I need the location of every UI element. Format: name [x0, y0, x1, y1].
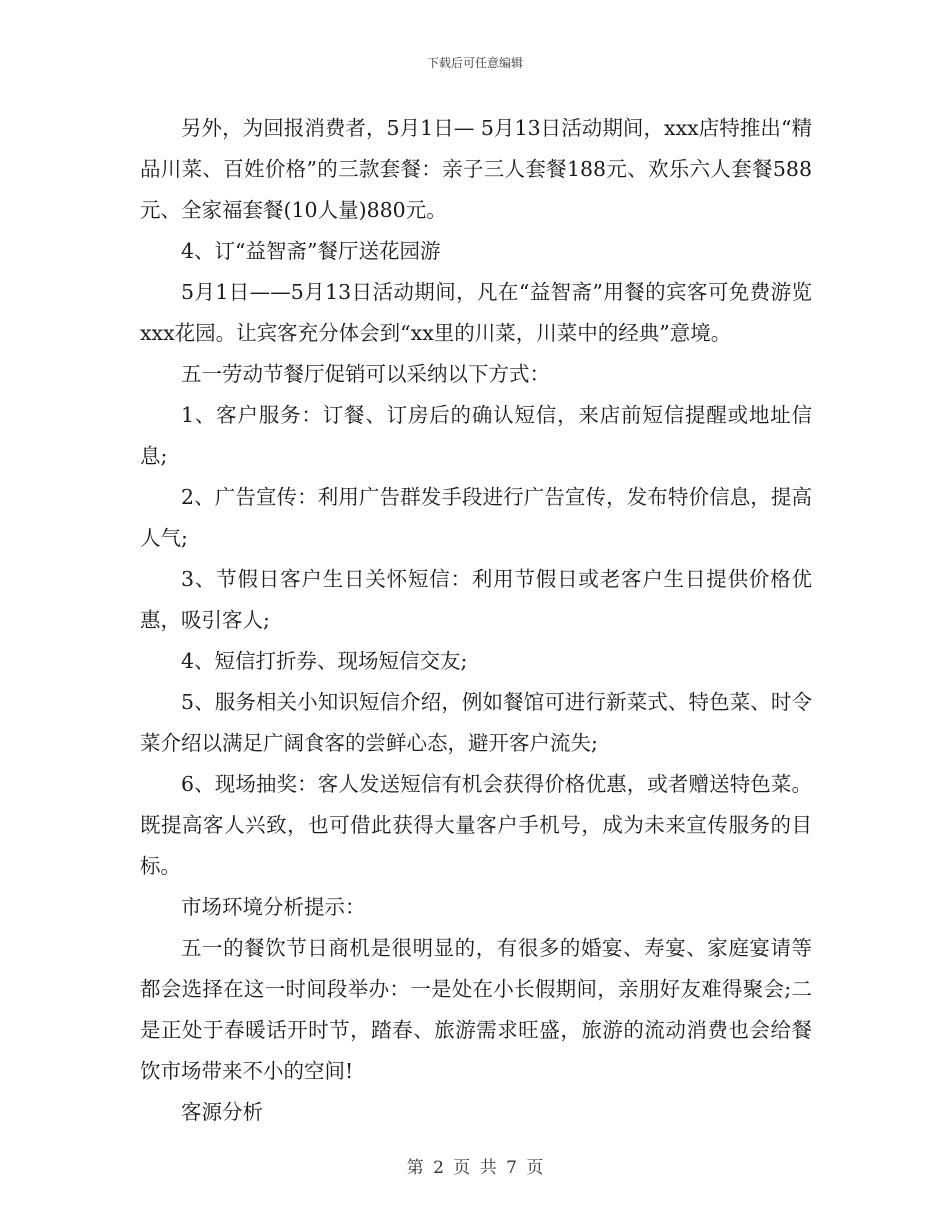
footer-total-pages: 7	[506, 1158, 517, 1178]
footer-total-word: 共	[479, 1158, 497, 1178]
paragraph-promo-packages: 另外，为回报消费者，5月1日— 5月13日活动期间，xxx店特推出“精品川菜、百姓价格”的三款套餐：亲子三人套餐188元、欢乐六人套餐588元、全家福套餐(10人量)880元。	[140, 116, 812, 222]
paragraph-method-knowledge-sms: 5、服务相关小知识短信介绍，例如餐馆可进行新菜式、特色菜、时令菜介绍以满足广阔食客的尝鲜心态，避开客户流失;	[140, 690, 812, 755]
page-header: 下载后可任意编辑	[426, 56, 523, 70]
paragraph-method-coupon: 4、短信打折券、现场短信交友;	[181, 649, 468, 673]
paragraph-garden-tour: 5月1日——5月13日活动期间，凡在“益智斋”用餐的宾客可免费游览xxx花园。让宾客充分体会到“xx里的川菜，川菜中的经典”意境。	[140, 280, 812, 345]
document-body	[140, 108, 812, 1133]
paragraph-method-lottery: 6、现场抽奖：客人发送短信有机会获得价格优惠，或者赠送特色菜。既提高客人兴致，也可借此获得大量客户手机号，成为未来宣传服务的目标。	[140, 772, 812, 878]
paragraph-promo-methods-intro: 五一劳动节餐厅促销可以采纳以下方式：	[181, 362, 550, 386]
paragraph-method-customer-service: 1、客户服务：订餐、订房后的确认短信，来店前短信提醒或地址信息;	[140, 403, 812, 468]
paragraph-method-holiday-sms: 3、节假日客户生日关怀短信：利用节假日或老客户生日提供价格优惠，吸引客人;	[140, 567, 812, 632]
footer-page-word: 页	[453, 1158, 471, 1178]
footer-current-page: 2	[433, 1158, 444, 1178]
paragraph-heading-garden-tour: 4、订“益智斋”餐厅送花园游	[181, 239, 441, 263]
paragraph-heading-customer-analysis: 客源分析	[181, 1100, 263, 1124]
paragraph-method-advertising: 2、广告宣传：利用广告群发手段进行广告宣传，发布特价信息，提高人气;	[140, 485, 812, 550]
paragraph-market-analysis: 五一的餐饮节日商机是很明显的，有很多的婚宴、寿宴、家庭宴请等都会选择在这一时间段举办：一是处在小长假期间，亲朋好友难得聚会;二是正处于春暖话开时节，踏春、旅游需求旺盛，旅游的流动消费也会给餐饮市场带来不小的空间!	[140, 936, 812, 1083]
footer-suffix: 页	[526, 1158, 544, 1178]
footer-prefix: 第	[406, 1158, 424, 1178]
page-footer	[0, 1153, 950, 1178]
paragraph-heading-market-analysis: 市场环境分析提示：	[181, 895, 366, 919]
